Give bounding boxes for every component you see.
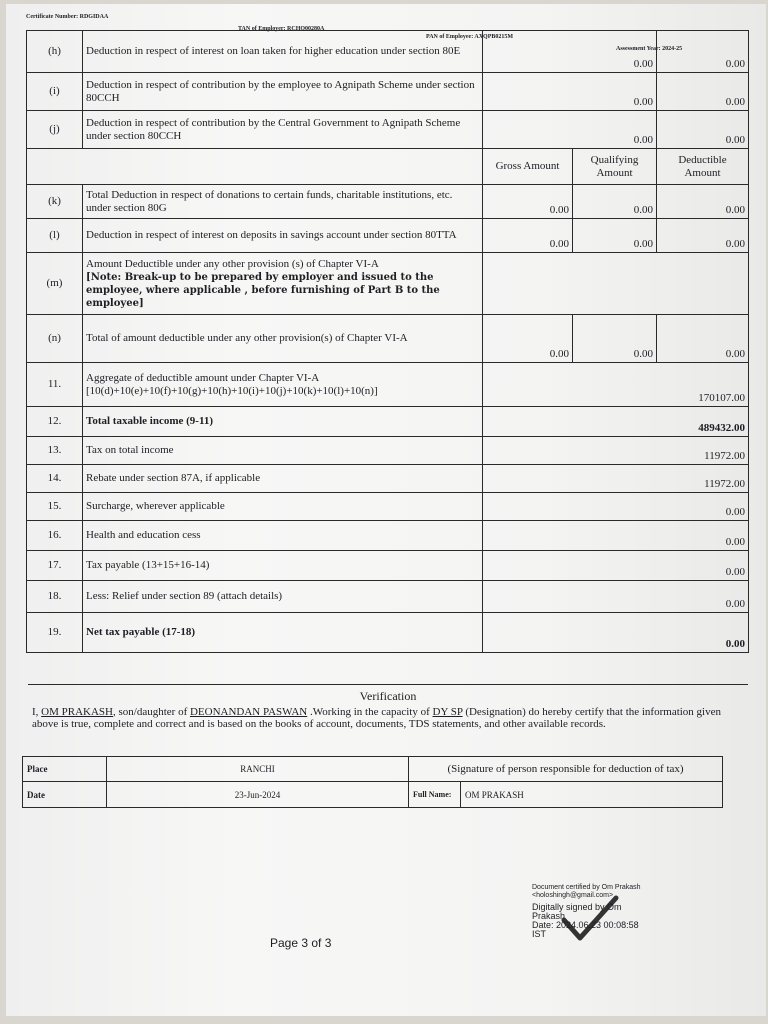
sign-date: Date: 2024.06.23 00:08:58 <box>532 920 639 930</box>
qualifying-value: 0.00 <box>573 219 657 253</box>
row-value: 11972.00 <box>483 437 749 465</box>
row-description: Total Deduction in respect of donations to certain funds, charitable institutions, etc. under section 80G <box>83 185 483 219</box>
place-date-table <box>22 756 723 808</box>
deductions-table <box>26 30 749 653</box>
row-description: Tax payable (13+15+16-14) <box>83 551 483 581</box>
table-row <box>27 219 749 253</box>
table-row <box>27 437 749 465</box>
row-description: Tax on total income <box>83 437 483 465</box>
row-value: 0.00 <box>483 73 657 111</box>
table-row <box>27 73 749 111</box>
qualifying-value: 0.00 <box>573 315 657 363</box>
row-value: 489432.00 <box>483 407 749 437</box>
signature-label: (Signature of person responsible for deduction of tax) <box>409 757 723 782</box>
row-number: 16. <box>27 521 83 551</box>
full-name-label: Full Name: <box>409 782 461 808</box>
row-value: 0.00 <box>483 493 749 521</box>
row-code: (h) <box>27 31 83 73</box>
deductible-value: 0.00 <box>657 219 749 253</box>
employer-signatory-name: OM PRAKASH <box>41 706 113 718</box>
row-value: 0.00 <box>483 111 657 149</box>
qualifying-amount-header: Qualifying Amount <box>573 149 657 185</box>
row-number: 14. <box>27 465 83 493</box>
row-description: Health and education cess <box>83 521 483 551</box>
row-code: (j) <box>27 111 83 149</box>
pan-of-employee: PAN of Employee: AXQPB0215M <box>426 34 514 40</box>
row-description: Total taxable income (9-11) <box>83 407 483 437</box>
deductible-value: 0.00 <box>657 315 749 363</box>
row-value: 0.00 <box>657 31 749 73</box>
row-number: 12. <box>27 407 83 437</box>
row-description: Net tax payable (17-18) <box>83 613 483 653</box>
gross-value: 0.00 <box>483 185 573 219</box>
row-description: Amount Deductible under any other provision (s) of Chapter VI-A <box>86 257 379 270</box>
row-description: Deduction in respect of contribution by the employee to Agnipath Scheme under section 80CCH <box>83 73 483 111</box>
certifier-email: <holoshingh@gmail.com> <box>532 892 614 899</box>
qualifying-value: 0.00 <box>573 185 657 219</box>
gross-amount-header: Gross Amount <box>483 149 573 185</box>
row-value: 0.00 <box>483 521 749 551</box>
table-row <box>27 111 749 149</box>
row-number: 18. <box>27 581 83 613</box>
digital-signature-block <box>532 884 641 939</box>
gross-value: 0.00 <box>483 315 573 363</box>
table-row <box>27 581 749 613</box>
designation: DY SP <box>432 706 463 718</box>
date-value: 23-Jun-2024 <box>107 782 409 808</box>
table-row <box>27 253 749 315</box>
table-row <box>27 315 749 363</box>
assessment-year: Assessment Year: 2024-25 <box>616 46 683 52</box>
row-code: (l) <box>27 219 83 253</box>
row-number: 13. <box>27 437 83 465</box>
date-label: Date <box>23 782 107 808</box>
row-description: Rebate under section 87A, if applicable <box>83 465 483 493</box>
table-row <box>27 493 749 521</box>
row-value: 11972.00 <box>483 465 749 493</box>
row-description: Deduction in respect of interest on deposits in savings account under section 80TTA <box>83 219 483 253</box>
row-description: Less: Relief under section 89 (attach details) <box>83 581 483 613</box>
table-row <box>27 407 749 437</box>
break-up-note: [Note: Break-up to be prepared by employer and issued to the employee, where applicable , before furnishing of Part B to the employee] <box>86 271 440 309</box>
row-code: (n) <box>27 315 83 363</box>
table-row <box>27 465 749 493</box>
row-description: Deduction in respect of contribution by the Central Government to Agnipath Scheme under section 80CCH <box>83 111 483 149</box>
deductible-value: 0.00 <box>657 185 749 219</box>
row-description: Aggregate of deductible amount under Chapter VI-A [10(d)+10(e)+10(f)+10(g)+10(h)+10(i)+10(j)+10(k)+10(l)+10(n)] <box>83 363 483 407</box>
certificate-number: Certificate Number: RDGIDAA <box>26 14 109 20</box>
row-value: 0.00 <box>483 613 749 653</box>
row-description: Surcharge, wherever applicable <box>83 493 483 521</box>
row-number: 17. <box>27 551 83 581</box>
table-row <box>27 521 749 551</box>
place-value: RANCHI <box>107 757 409 782</box>
table-row <box>27 363 749 407</box>
place-row <box>23 757 723 782</box>
row-code: (k) <box>27 185 83 219</box>
table-row <box>27 551 749 581</box>
row-value: 170107.00 <box>483 363 749 407</box>
signed-by: Digitally signed by Om <box>532 902 622 912</box>
row-number: 11. <box>27 363 83 407</box>
row-value: 0.00 <box>657 111 749 149</box>
row-code: (m) <box>27 253 83 315</box>
signer-name: Prakash <box>532 911 566 921</box>
verification-section <box>28 684 748 732</box>
date-row <box>23 782 723 808</box>
row-description: Deduction in respect of interest on loan taken for higher education under section 80E <box>83 31 483 73</box>
gross-value: 0.00 <box>483 219 573 253</box>
row-value: 0.00 <box>483 551 749 581</box>
row-description: Total of amount deductible under any other provision(s) of Chapter VI-A <box>83 315 483 363</box>
certified-by: Document certified by Om Prakash <box>532 884 641 891</box>
page-number: Page 3 of 3 <box>270 936 332 950</box>
table-row <box>27 185 749 219</box>
place-label: Place <box>23 757 107 782</box>
row-value: 0.00 <box>483 581 749 613</box>
tan-of-employer: TAN of Employer: RCHO00280A <box>238 26 325 32</box>
deductible-amount-header: Deductible Amount <box>657 149 749 185</box>
column-header-row <box>27 149 749 185</box>
row-value: 0.00 <box>483 31 657 73</box>
row-code: (i) <box>27 73 83 111</box>
father-name: DEONANDAN PASWAN <box>189 706 308 718</box>
row-number: 19. <box>27 613 83 653</box>
table-row <box>27 613 749 653</box>
full-name-value: OM PRAKASH <box>461 782 723 808</box>
verification-title: Verification <box>28 684 748 704</box>
row-number: 15. <box>27 493 83 521</box>
sign-timezone: IST <box>532 929 547 939</box>
table-row <box>27 31 749 73</box>
verification-text: I, OM PRAKASH, son/daughter of DEONANDAN PASWAN .Working in the capacity of DY SP (Designation) do hereby certify that the information given above is true, complete and correct and is based on the books of account, documents, TDS statements, and other available records. <box>32 706 721 730</box>
row-value: 0.00 <box>657 73 749 111</box>
